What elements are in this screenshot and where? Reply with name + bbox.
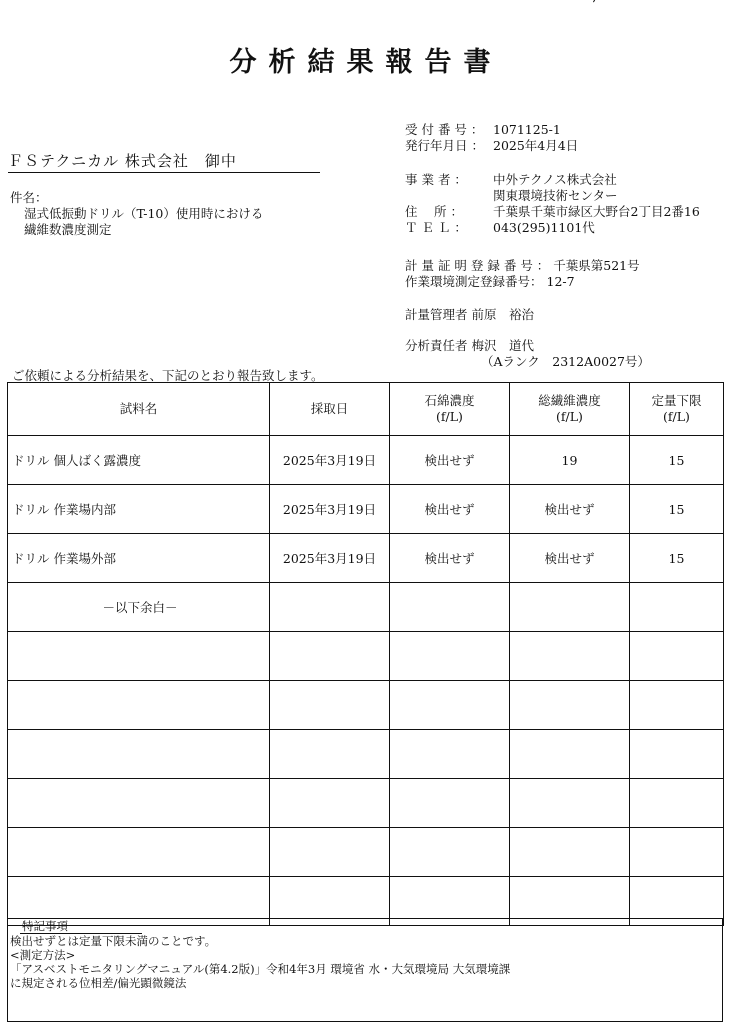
- analyst-rank: （Aランク 2312A0027号）: [481, 354, 650, 369]
- special-notes: [7, 918, 723, 1022]
- blank-remainder-cell: －以下余白－: [8, 583, 270, 632]
- receipt-label: 受 付 番 号 ：: [405, 122, 484, 137]
- empty-cell: [390, 583, 510, 632]
- date-cell: 2025年3月19日: [270, 485, 390, 534]
- header-limit: 定量下限 (f/L): [630, 383, 724, 436]
- fiber-cell: 19: [510, 436, 630, 485]
- empty-row: [8, 730, 724, 779]
- empty-row: [8, 779, 724, 828]
- header-asbestos: 石綿濃度 (f/L): [390, 383, 510, 436]
- header-date: 採取日: [270, 383, 390, 436]
- tel-value: 043(295)1101代: [493, 220, 595, 235]
- table-row: [8, 583, 724, 632]
- empty-cell: [510, 583, 630, 632]
- notes-line: 検出せずとは定量下限未満のことです。: [10, 934, 217, 948]
- work-env-value: 12-7: [546, 274, 575, 289]
- company-value: 中外テクノス株式会社: [493, 172, 617, 187]
- sample-cell: ドリル 個人ばく露濃度: [8, 436, 270, 485]
- manager-value: 前原 裕治: [471, 307, 535, 322]
- header-sample: 試料名: [8, 383, 270, 436]
- analyst-value: 梅沢 道代: [471, 338, 535, 353]
- receipt-value: 1071125-1: [493, 122, 561, 137]
- issue-date-value: 2025年4月4日: [493, 138, 579, 153]
- issuer-company: [405, 172, 700, 236]
- subject-block: [10, 190, 263, 238]
- manager-info: [405, 307, 534, 323]
- subject-line-1: 湿式低振動ドリル（T-10）使用時における: [24, 206, 264, 221]
- limit-cell: 15: [630, 534, 724, 583]
- table-row: [8, 534, 724, 583]
- corner-mark: [593, 0, 602, 5]
- notes-line: に規定される位相差/偏光顕微鏡法: [10, 976, 187, 990]
- receipt-number: [405, 122, 578, 154]
- asbestos-cell: 検出せず: [390, 534, 510, 583]
- cert-value: 千葉県第521号: [553, 258, 640, 273]
- company-dept: 関東環境技術センター: [493, 188, 618, 203]
- asbestos-cell: 検出せず: [390, 436, 510, 485]
- empty-row: [8, 632, 724, 681]
- document-title: 分析結果報告書: [229, 47, 503, 78]
- asbestos-cell: 検出せず: [390, 485, 510, 534]
- limit-cell: 15: [630, 485, 724, 534]
- client-name: ＦＳテクニカル 株式会社 御中: [8, 150, 320, 173]
- address-value: 千葉県千葉市緑区大野台2丁目2番16: [493, 204, 700, 219]
- registration-info: [405, 258, 640, 290]
- header-total-fiber: 総繊維濃度 (f/L): [510, 383, 630, 436]
- table-header-row: [8, 383, 724, 436]
- work-env-label: 作業環境測定登録番号：: [405, 274, 543, 289]
- analyst-info: [405, 338, 650, 370]
- empty-cell: [630, 583, 724, 632]
- results-table: [7, 382, 724, 926]
- company-label: 事 業 者 ：: [405, 172, 467, 187]
- subject-label: 件名：: [10, 190, 48, 205]
- table-row: [8, 436, 724, 485]
- manager-label: 計量管理者: [405, 307, 468, 322]
- address-label: 住 所 ：: [405, 204, 463, 219]
- empty-row: [8, 681, 724, 730]
- date-cell: 2025年3月19日: [270, 436, 390, 485]
- notes-line: <測定方法>: [10, 948, 76, 962]
- fiber-cell: 検出せず: [510, 485, 630, 534]
- notes-heading: 特記事項: [20, 919, 142, 934]
- empty-cell: [270, 583, 390, 632]
- intro-text: ご依頼による分析結果を、下記のとおり報告致します。: [12, 368, 324, 383]
- subject-line-2: 繊維数濃度測定: [24, 222, 112, 237]
- cert-label: 計 量 証 明 登 録 番 号 ：: [405, 258, 550, 273]
- limit-cell: 15: [630, 436, 724, 485]
- analyst-label: 分析責任者: [405, 338, 468, 353]
- fiber-cell: 検出せず: [510, 534, 630, 583]
- sample-cell: ドリル 作業場外部: [8, 534, 270, 583]
- issue-date-label: 発行年月日 ：: [405, 138, 484, 153]
- empty-row: [8, 828, 724, 877]
- date-cell: 2025年3月19日: [270, 534, 390, 583]
- table-row: [8, 485, 724, 534]
- tel-label: Ｔ Ｅ Ｌ ：: [405, 220, 467, 235]
- notes-line: 「アスベストモニタリングマニュアル(第4.2版)」令和4年3月 環境省 水・大気環境局 大気環境課: [10, 962, 511, 976]
- sample-cell: ドリル 作業場内部: [8, 485, 270, 534]
